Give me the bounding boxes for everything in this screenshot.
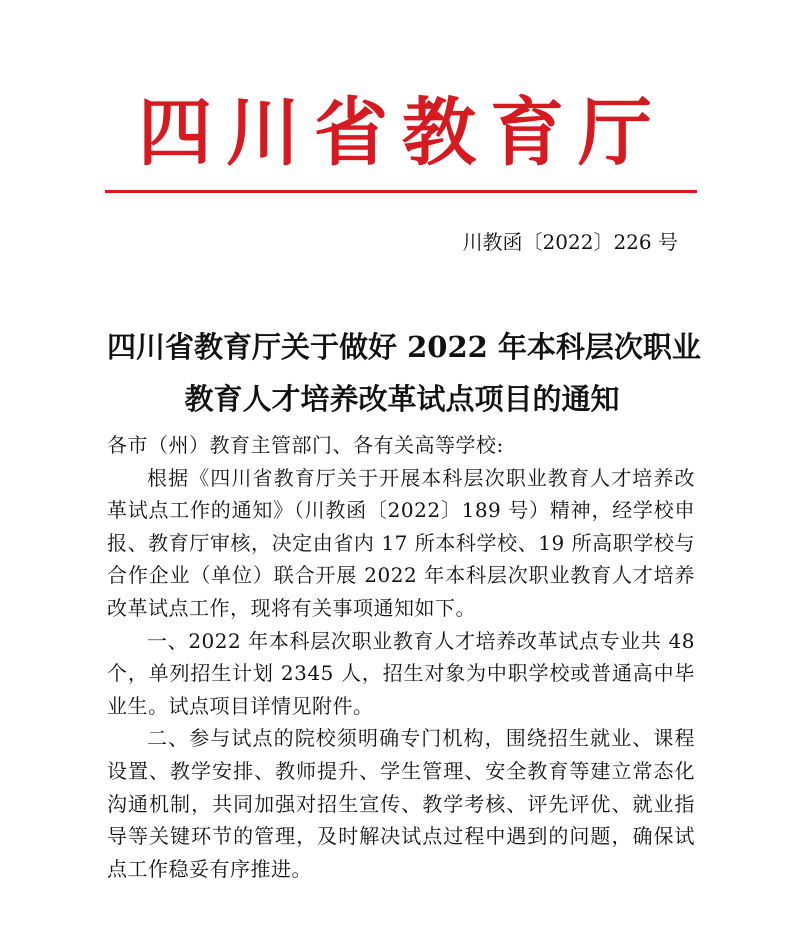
salutation: 各市（州）教育主管部门、各有关高等学校: <box>107 433 504 457</box>
issuer-masthead-title: 四川省教育厅 <box>138 90 666 176</box>
red-head-masthead <box>100 80 700 200</box>
notice-title-line-2: 教育人才培养改革试点项目的通知 <box>184 382 620 417</box>
body-paragraph-item-2: 二、参与试点的院校须明确专门机构，围绕招生就业、课程设置、教学安排、教师提升、学生管理、安全教育等建立常态化沟通机制，共同加强对招生宣传、教学考核、评先评优、就业指导等关键环节的管理，及时解决试点过程中遇到的问题，确保试点工作稳妥有序推进。 <box>107 726 695 881</box>
notice-title-line-1: 四川省教育厅关于做好 2022 年本科层次职业 <box>107 330 701 365</box>
notice-body <box>107 429 695 885</box>
body-paragraph-basis: 根据《四川省教育厅关于开展本科层次职业教育人才培养改革试点工作的通知》（川教函〔2022〕189 号）精神，经学校申报、教育厅审核，决定由省内 17 所本科学校、19 所高职学校与合作企业（单位）联合开展 2022 年本科层次职业教育人才培养改革试点工作，现将有关事项通知如下。 <box>107 465 695 620</box>
document-number: 川教函〔2022〕226 号 <box>462 230 678 254</box>
red-separator-rule <box>105 190 697 193</box>
body-paragraph-item-1: 一、2022 年本科层次职业教育人才培养改革试点专业共 48 个，单列招生计划 2345 人，招生对象为中职学校或普通高中毕业生。试点项目详情见附件。 <box>107 628 695 718</box>
notice-title <box>107 321 701 425</box>
